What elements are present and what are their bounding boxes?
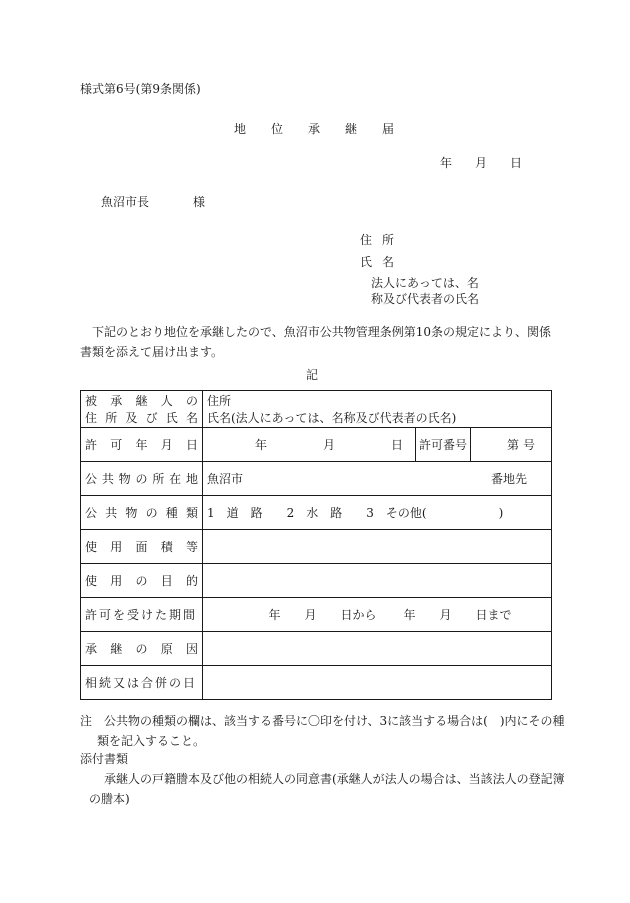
details-table [80,390,552,700]
corporate-note-line2: 称及び代表者の氏名 [371,292,480,306]
submission-date: 年 月 日 [440,156,522,170]
addressee: 魚沼市長 様 [101,195,206,209]
permit-date-field[interactable]: 年 月 日 [203,428,416,461]
period-label: 許可を受けた期間 [81,598,203,632]
inherit-date-field[interactable] [203,666,552,700]
table-row [81,666,552,700]
document-title: 地 位 承 継 届 [234,122,394,136]
ki-heading: 記 [306,368,319,382]
applicant-address-label: 住 所 [360,233,394,247]
location-label: 公 共 物 の 所 在 地 [81,462,203,496]
kind-label: 公 共 物 の 種 類 [81,496,203,530]
table-row [81,428,552,462]
inherit-date-label: 相続又は合併の日 [81,666,203,700]
form-number-label: 様式第6号(第9条関係) [80,82,201,96]
attachments-heading: 添付書類 [80,752,129,766]
period-field[interactable]: 年 月 日から 年 月 日まで [203,598,552,632]
cause-label: 承 継 の 原 因 [81,632,203,666]
note-line2: 類を記入すること。 [97,734,206,748]
area-field[interactable] [203,530,552,564]
table-row [81,462,552,496]
corporate-note-line1: 法人にあっては、名 [371,276,479,290]
location-field[interactable]: 魚沼市 番地先 [203,462,552,496]
table-row [81,598,552,632]
attachments-line2: の謄本) [89,792,130,806]
purpose-field[interactable] [203,564,552,598]
cause-field[interactable] [203,632,552,666]
permit-date-row-value [203,428,552,462]
permit-number-label: 許可番号 [416,428,471,461]
kind-field[interactable]: 1 道 路 2 水 路 3 その他( ) [203,496,552,530]
permit-number-field[interactable]: 第 号 [507,438,535,452]
table-row [81,530,552,564]
table-row [81,632,552,666]
table-row [81,496,552,530]
table-row [81,564,552,598]
purpose-label: 使 用 の 目 的 [81,564,203,598]
body-paragraph: 下記のとおり地位を承継したので、魚沼市公共物管理条例第10条の規定により、関係書類を添えて届け出ます。 [80,325,552,359]
attachments-line1: 承継人の戸籍謄本及び他の相続人の同意書(承継人が法人の場合は、当該法人の登記簿 [104,772,565,786]
successor-value[interactable]: 住所 氏名(法人にあっては、名称及び代表者の氏名) [203,391,552,428]
applicant-name-label: 氏 名 [360,255,394,269]
area-label: 使 用 面 積 等 [81,530,203,564]
note-line1: 注 公共物の種類の欄は、該当する番号に〇印を付け、3に該当する場合は( )内にその種 [80,714,565,728]
table-row [81,391,552,428]
successor-label: 被 承 継 人 の 住 所 及 び 氏 名 [81,391,203,428]
permit-date-label: 許 可 年 月 日 [81,428,203,462]
